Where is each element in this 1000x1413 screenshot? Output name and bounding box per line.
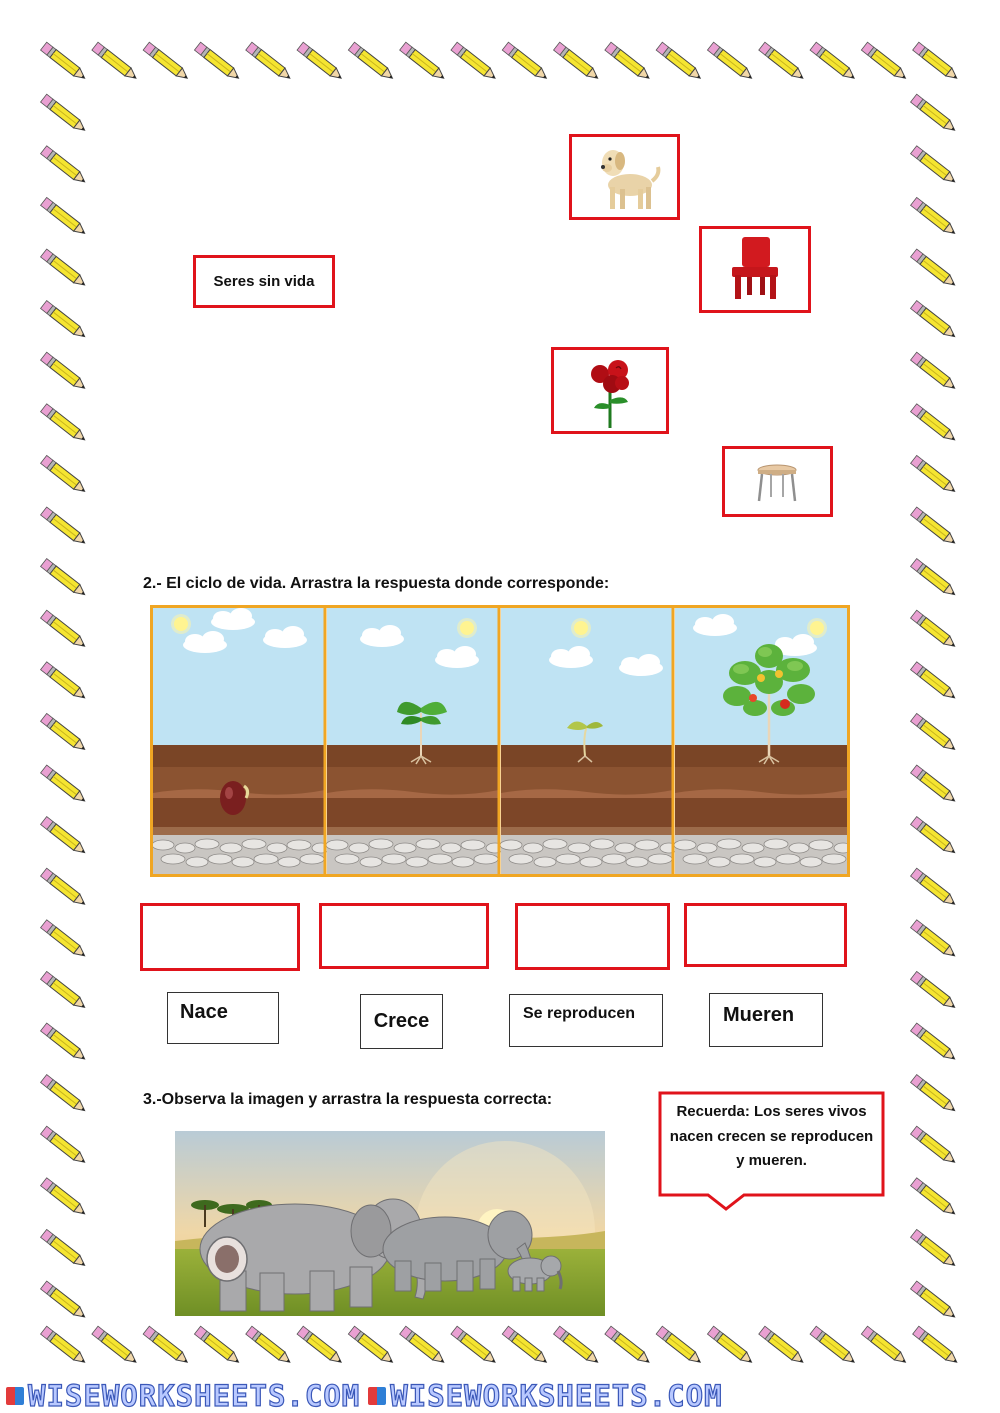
pencil-icon: [502, 42, 549, 82]
drop-target-1[interactable]: [140, 903, 300, 971]
pencil-icon: [41, 352, 88, 392]
pencil-icon: [297, 42, 344, 82]
pencil-icon: [913, 1326, 960, 1366]
drop-target-3[interactable]: [515, 903, 670, 970]
pencil-icon: [911, 1023, 958, 1063]
answer-nace-label: Nace: [180, 1000, 228, 1023]
drop-target-2[interactable]: [319, 903, 489, 969]
pencil-icon: [41, 1075, 88, 1115]
pencil-icon: [41, 146, 88, 186]
non-living-category-box[interactable]: [193, 255, 335, 308]
pencil-icon: [41, 42, 88, 82]
elephants-savanna-scene: [175, 1131, 605, 1316]
pencil-icon: [911, 1281, 958, 1321]
pencil-icon: [707, 1326, 754, 1366]
pencil-icon: [41, 662, 88, 702]
answer-se-reproducen-label: Se reproducen: [523, 1004, 636, 1022]
chair-card[interactable]: [699, 226, 811, 313]
pencil-icon: [911, 559, 958, 599]
pencil-icon: [194, 42, 241, 82]
pencil-icon: [861, 1326, 908, 1366]
pencil-icon: [911, 249, 958, 289]
answer-crece[interactable]: [360, 994, 443, 1049]
pencil-icon: [143, 1326, 190, 1366]
stage-sprout: [500, 608, 678, 874]
pencil-icon: [861, 42, 908, 82]
pencil-icon: [911, 610, 958, 650]
life-cycle-strip: [150, 605, 850, 877]
pencil-icon: [911, 1075, 958, 1115]
table-card[interactable]: [722, 446, 833, 517]
pencil-icon: [451, 1326, 498, 1366]
pencil-icon: [656, 42, 703, 82]
pencil-icon: [911, 404, 958, 444]
pencil-icon: [911, 1229, 958, 1269]
pencil-icon: [913, 42, 960, 82]
pencil-icon: [911, 197, 958, 237]
pencil-icon: [92, 1326, 139, 1366]
pencil-icon: [911, 94, 958, 134]
pencil-icon: [143, 42, 190, 82]
section3-heading: 3.-Observa la imagen y arrastra la respuesta correcta:: [143, 1091, 553, 1108]
pencil-icon: [911, 301, 958, 341]
drop-target-4[interactable]: [684, 903, 847, 967]
pencil-icon: [348, 1326, 395, 1366]
pencil-icon: [911, 971, 958, 1011]
pencil-icon: [41, 94, 88, 134]
reminder-callout: [658, 1091, 885, 1219]
pencil-icon: [41, 817, 88, 857]
pencil-icon: [41, 971, 88, 1011]
pencil-icon: [41, 1023, 88, 1063]
pencil-icon: [911, 146, 958, 186]
pencil-icon: [810, 42, 857, 82]
life-cycle-illustration: [153, 608, 847, 874]
pencil-icon: [911, 868, 958, 908]
pencil-icon: [911, 765, 958, 805]
pencil-icon: [810, 1326, 857, 1366]
chair-icon: [702, 229, 808, 310]
answer-se-reproducen[interactable]: [509, 994, 663, 1047]
pencil-icon: [400, 42, 447, 82]
rose-icon: [554, 350, 666, 431]
pencil-icon: [348, 42, 395, 82]
pencil-icon: [41, 507, 88, 547]
footer-watermark: [0, 1378, 1000, 1413]
answer-crece-label: Crece: [373, 1010, 430, 1032]
section2-heading: 2.- El ciclo de vida. Arrastra la respuesta donde corresponde:: [143, 575, 610, 592]
answer-nace[interactable]: [167, 992, 279, 1044]
pencil-icon: [92, 42, 139, 82]
pencil-icon: [41, 301, 88, 341]
pencil-icon: [656, 1326, 703, 1366]
pencil-icon: [246, 1326, 293, 1366]
answer-mueren-label: Mueren: [723, 1003, 795, 1026]
pencil-icon: [911, 1126, 958, 1166]
pencil-icon: [911, 713, 958, 753]
watermark-logo-left-icon: [6, 1387, 24, 1405]
watermark-logo-right-icon: [368, 1387, 386, 1405]
stage-plant: [674, 608, 847, 874]
pencil-icon: [911, 817, 958, 857]
pencil-icon: [451, 42, 498, 82]
pencil-icon: [41, 610, 88, 650]
pencil-icon: [41, 1126, 88, 1166]
pencil-icon: [911, 1178, 958, 1218]
pencil-icon: [194, 1326, 241, 1366]
pencil-icon: [41, 559, 88, 599]
pencil-icon: [911, 352, 958, 392]
pencil-icon: [554, 42, 601, 82]
pencil-icon: [707, 42, 754, 82]
pencil-icon: [41, 713, 88, 753]
pencil-icon: [605, 1326, 652, 1366]
pencil-icon: [41, 868, 88, 908]
reminder-text: Recuerda: Los seres vivos nacen crecen se reproducen y mueren.: [669, 1103, 874, 1169]
pencil-icon: [246, 42, 293, 82]
elephants-image: [175, 1131, 605, 1316]
pencil-icon: [911, 455, 958, 495]
rose-card[interactable]: [551, 347, 669, 434]
pencil-icon: [911, 662, 958, 702]
pencil-icon: [400, 1326, 447, 1366]
pencil-icon: [911, 920, 958, 960]
table-icon: [725, 449, 830, 514]
pencil-icon: [41, 197, 88, 237]
pencil-icon: [41, 1281, 88, 1321]
stage-seed: [153, 608, 330, 874]
pencil-icon: [41, 765, 88, 805]
non-living-label: Seres sin vida: [213, 273, 315, 290]
pencil-icon: [554, 1326, 601, 1366]
dog-icon: [572, 137, 677, 217]
pencil-icon: [41, 1178, 88, 1218]
pencil-icon: [297, 1326, 344, 1366]
dog-card[interactable]: [569, 134, 680, 220]
pencil-icon: [911, 507, 958, 547]
pencil-icon: [41, 1326, 88, 1366]
pencil-icon: [605, 42, 652, 82]
pencil-icon: [759, 1326, 806, 1366]
pencil-icon: [41, 455, 88, 495]
answer-mueren[interactable]: [709, 993, 823, 1047]
stage-seedling: [326, 608, 504, 874]
pencil-icon: [41, 920, 88, 960]
pencil-icon: [502, 1326, 549, 1366]
pencil-icon: [41, 1229, 88, 1269]
watermark-text-left: WISEWORKSHEETS.COM: [28, 1378, 361, 1413]
watermark-text-right: WISEWORKSHEETS.COM: [390, 1378, 723, 1413]
pencil-icon: [41, 249, 88, 289]
pencil-icon: [41, 404, 88, 444]
pencil-icon: [759, 42, 806, 82]
